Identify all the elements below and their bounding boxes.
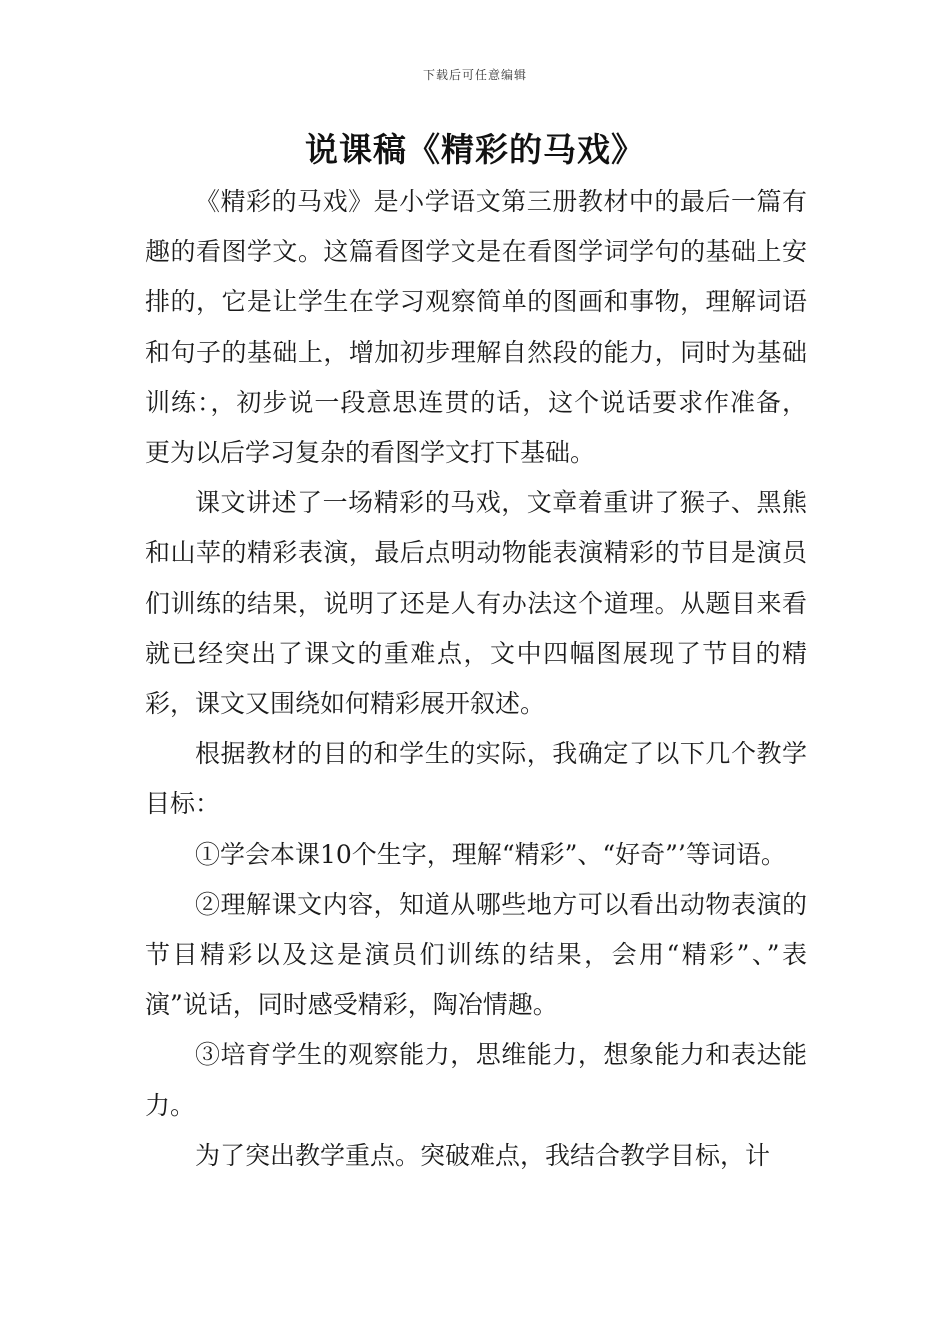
paragraph-goal-2: ②理解课文内容，知道从哪些地方可以看出动物表演的节目精彩以及这是演员们训练的结果，会用“精彩”、”表演”说话，同时感受精彩，陶冶情趣。 xyxy=(145,889,807,1020)
paragraph-intro: 《精彩的马戏》是小学语文第三册教材中的最后一篇有趣的看图学文。这篇看图学文是在看图学词学句的基础上安排的，它是让学生在学习观察简单的图画和事物，理解词语和句子的基础上，增加初步理解自然段的能力，同时为基础训练：，初步说一段意思连贯的话，这个说话要求作准备，更为以后学习复杂的看图学文打下基础。 xyxy=(145,187,807,468)
header-note: 下载后可任意编辑 xyxy=(422,68,527,82)
paragraph-method: 为了突出教学重点。突破难点，我结合教学目标，计 xyxy=(195,1140,771,1170)
document-title: 说课稿《精彩的马戏》 xyxy=(305,130,645,169)
paragraph-goals-intro: 根据教材的目的和学生的实际，我确定了以下几个教学目标： xyxy=(145,739,807,819)
document-body xyxy=(145,177,807,1181)
paragraph-goal-1: ①学会本课10个生字，理解“精彩”、“好奇”’等词语。 xyxy=(195,839,786,869)
paragraph-content: 课文讲述了一场精彩的马戏，文章着重讲了猴子、黑熊和山苹的精彩表演，最后点明动物能表演精彩的节目是演员们训练的结果，说明了还是人有办法这个道理。从题目来看就已经突出了课文的重难点，文中四幅图展现了节目的精彩，课文又围绕如何精彩展开叙述。 xyxy=(145,488,807,719)
paragraph-goal-3: ③培育学生的观察能力，思维能力，想象能力和表达能力。 xyxy=(145,1040,807,1120)
